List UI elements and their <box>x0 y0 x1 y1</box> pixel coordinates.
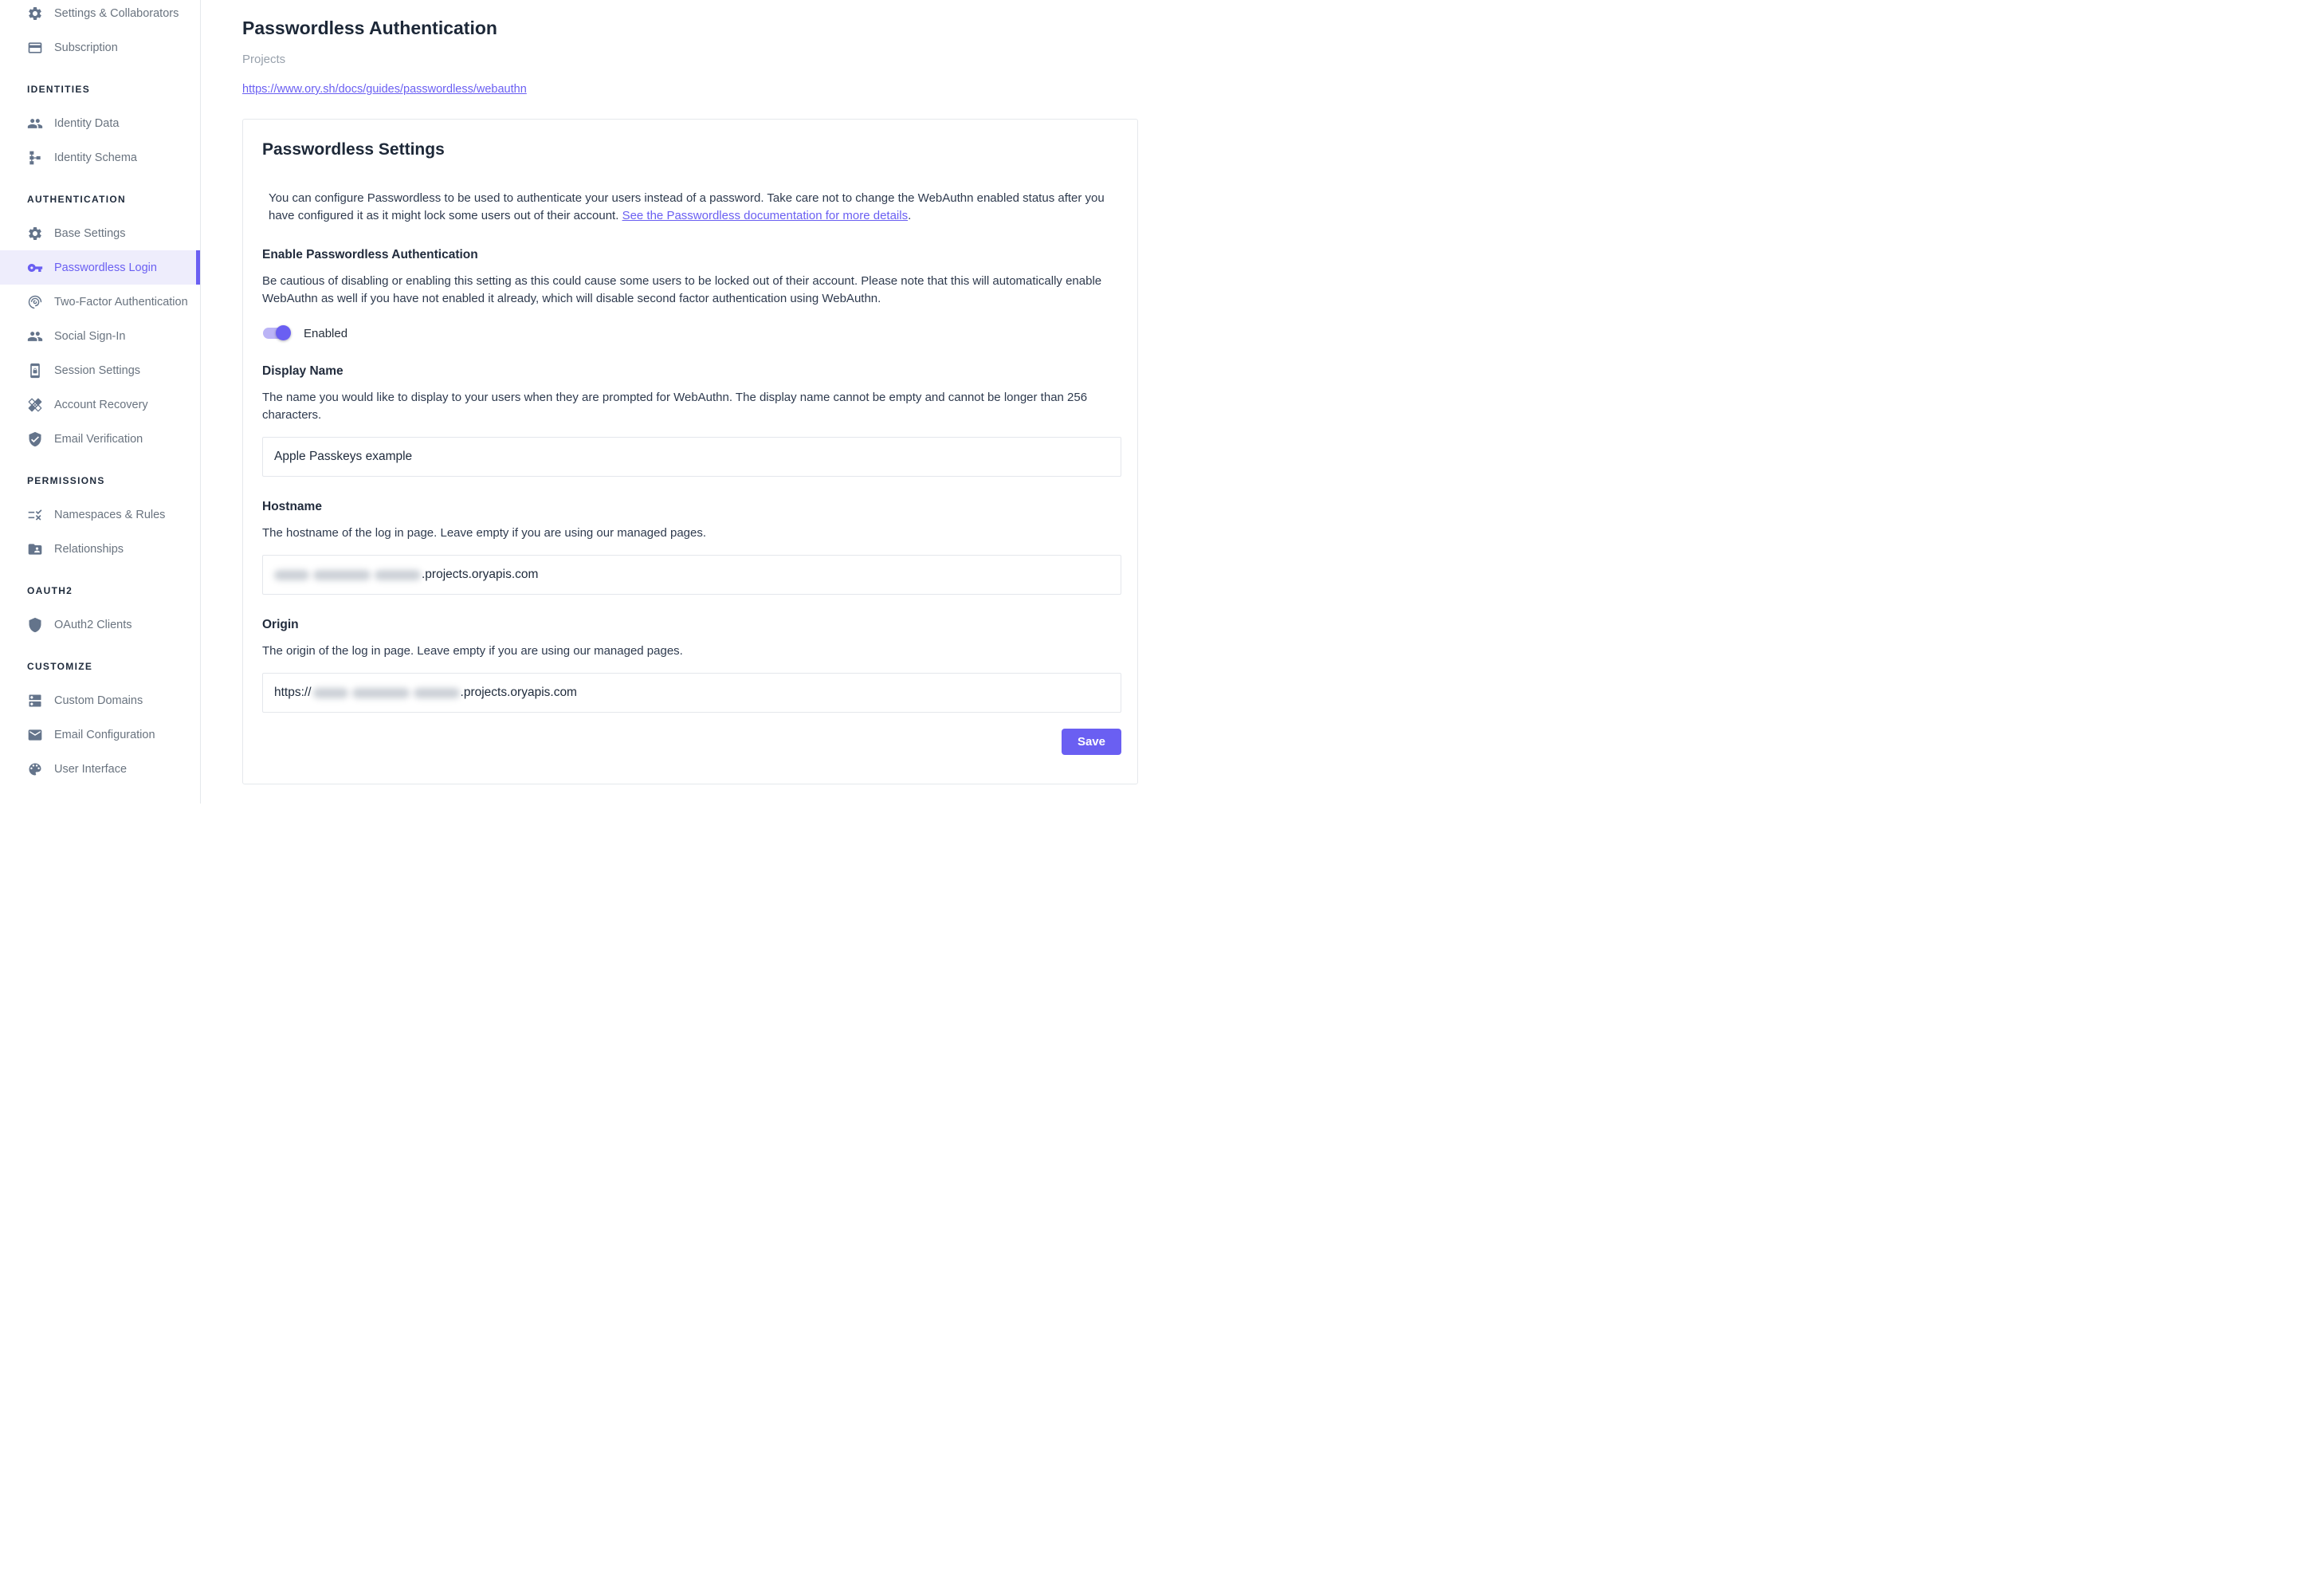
sidebar-item-social-sign-in[interactable] <box>0 319 200 353</box>
sidebar-item-label: Identity Schema <box>54 151 137 164</box>
display-name-input[interactable] <box>262 437 1121 477</box>
sidebar-nav <box>0 0 200 786</box>
save-button[interactable]: Save <box>1062 729 1121 755</box>
sidebar-item-label: OAuth2 Clients <box>54 618 132 631</box>
origin-input[interactable] <box>262 673 1121 713</box>
sidebar-section-oauth2: OAUTH2 <box>27 584 73 596</box>
sidebar-item-label: Account Recovery <box>54 398 148 411</box>
gear-icon <box>27 226 43 242</box>
sidebar-section-customize: CUSTOMIZE <box>27 660 93 672</box>
display-name-section <box>262 363 1120 477</box>
origin-prefix: https:// <box>274 686 312 699</box>
enable-heading: Enable Passwordless Authentication <box>262 248 478 261</box>
breadcrumb: Projects <box>242 53 286 66</box>
sidebar-item-label: Relationships <box>54 542 124 556</box>
servers-icon <box>27 693 43 709</box>
intro-paragraph <box>269 190 1115 225</box>
redacted-text <box>414 688 460 698</box>
sidebar-item-email-verification[interactable] <box>0 422 200 456</box>
sidebar-item-subscription[interactable] <box>0 30 200 65</box>
sidebar-item-session-settings[interactable] <box>0 353 200 387</box>
sidebar-item-label: Identity Data <box>54 116 120 130</box>
origin-section <box>262 616 1120 713</box>
sidebar-item-email-configuration[interactable] <box>0 717 200 752</box>
main-content <box>201 0 1162 804</box>
redacted-text <box>313 688 348 698</box>
sidebar-item-label: Social Sign-In <box>54 329 126 343</box>
palette-icon <box>27 761 43 777</box>
enable-description: Be cautious of disabling or enabling this setting as this could cause some users to be locked out of their account. Please note that this will automatically enable WebAuthn as well if you have not enabled it already, which will disable second factor authentication using WebAuthn. <box>262 274 1102 305</box>
hostname-section <box>262 498 1120 595</box>
rule-list-icon <box>27 507 43 523</box>
display-name-description: The name you would like to display to your users when they are prompted for WebAuthn. The display name cannot be empty and cannot be longer than 256 characters. <box>262 391 1088 422</box>
gear-icon <box>27 6 43 22</box>
sidebar-item-label: Session Settings <box>54 364 141 377</box>
sidebar-item-oauth2-clients[interactable] <box>0 607 200 642</box>
display-name-heading: Display Name <box>262 364 343 378</box>
toggle-knob <box>276 325 291 340</box>
people-icon <box>27 116 43 132</box>
webauthn-docs-link[interactable]: https://www.ory.sh/docs/guides/passwordless/webauthn <box>242 83 527 96</box>
redacted-text <box>352 688 410 698</box>
sidebar-item-label: Namespaces & Rules <box>54 508 166 521</box>
sidebar-item-label: Email Verification <box>54 432 143 446</box>
page-title: Passwordless Authentication <box>242 18 497 38</box>
intro-suffix: . <box>908 209 912 222</box>
key-icon <box>27 260 43 276</box>
hostname-input[interactable] <box>262 555 1121 595</box>
sidebar <box>0 0 201 804</box>
sidebar-section-identities: IDENTITIES <box>27 83 91 95</box>
sidebar-item-two-factor[interactable] <box>0 285 200 319</box>
redacted-text <box>375 570 421 580</box>
passwordless-settings-card <box>242 119 1138 784</box>
sidebar-item-namespaces-rules[interactable] <box>0 497 200 532</box>
phone-lock-icon <box>27 363 43 379</box>
people-icon <box>27 328 43 344</box>
redacted-text <box>313 570 371 580</box>
sidebar-item-label: Settings & Collaborators <box>54 6 179 20</box>
origin-description: The origin of the log in page. Leave empty if you are using our managed pages. <box>262 644 683 658</box>
toggle-row <box>262 325 1120 341</box>
sidebar-item-relationships[interactable] <box>0 532 200 566</box>
origin-heading: Origin <box>262 618 299 631</box>
hostname-description: The hostname of the log in page. Leave empty if you are using our managed pages. <box>262 526 707 540</box>
intro-text: You can configure Passwordless to be used to authenticate your users instead of a password. Take care not to change the WebAuthn enabled status after you have configured it as it might lock some users out of their account. <box>269 191 1105 222</box>
sidebar-section-permissions: PERMISSIONS <box>27 474 105 486</box>
app-window <box>0 0 1162 804</box>
sidebar-item-custom-domains[interactable] <box>0 683 200 717</box>
origin-suffix: .projects.oryapis.com <box>460 686 577 699</box>
schema-icon <box>27 150 43 166</box>
sidebar-item-base-settings[interactable] <box>0 216 200 250</box>
sidebar-item-label: Passwordless Login <box>54 261 157 274</box>
envelope-icon <box>27 727 43 743</box>
passwordless-docs-link[interactable]: See the Passwordless documentation for more details <box>622 209 909 222</box>
sidebar-item-account-recovery[interactable] <box>0 387 200 422</box>
sidebar-item-identity-data[interactable] <box>0 106 200 140</box>
bandage-icon <box>27 397 43 413</box>
card-heading: Passwordless Settings <box>262 140 445 159</box>
sidebar-item-label: Two-Factor Authentication <box>54 295 188 309</box>
folder-person-icon <box>27 541 43 557</box>
credit-card-icon <box>27 40 43 56</box>
sidebar-item-passwordless-login[interactable] <box>0 250 200 285</box>
fingerprint-icon <box>27 294 43 310</box>
shield-icon <box>27 617 43 633</box>
sidebar-item-identity-schema[interactable] <box>0 140 200 175</box>
sidebar-item-user-interface[interactable] <box>0 752 200 786</box>
sidebar-item-label: User Interface <box>54 762 128 776</box>
toggle-label: Enabled <box>304 326 348 340</box>
sidebar-section-authentication: AUTHENTICATION <box>27 193 126 205</box>
display-name-value: Apple Passkeys example <box>274 450 413 463</box>
hostname-heading: Hostname <box>262 500 322 513</box>
sidebar-item-label: Custom Domains <box>54 694 143 707</box>
passwordless-toggle[interactable] <box>262 325 291 341</box>
sidebar-item-label: Subscription <box>54 41 118 54</box>
sidebar-item-settings-collaborators[interactable] <box>0 0 200 30</box>
doc-link-row <box>242 81 1138 97</box>
hostname-suffix: .projects.oryapis.com <box>422 568 539 581</box>
sidebar-item-label: Base Settings <box>54 226 126 240</box>
shield-check-icon <box>27 431 43 447</box>
enable-section <box>262 246 1120 341</box>
sidebar-item-label: Email Configuration <box>54 728 155 741</box>
card-actions <box>262 729 1121 755</box>
redacted-text <box>274 570 309 580</box>
